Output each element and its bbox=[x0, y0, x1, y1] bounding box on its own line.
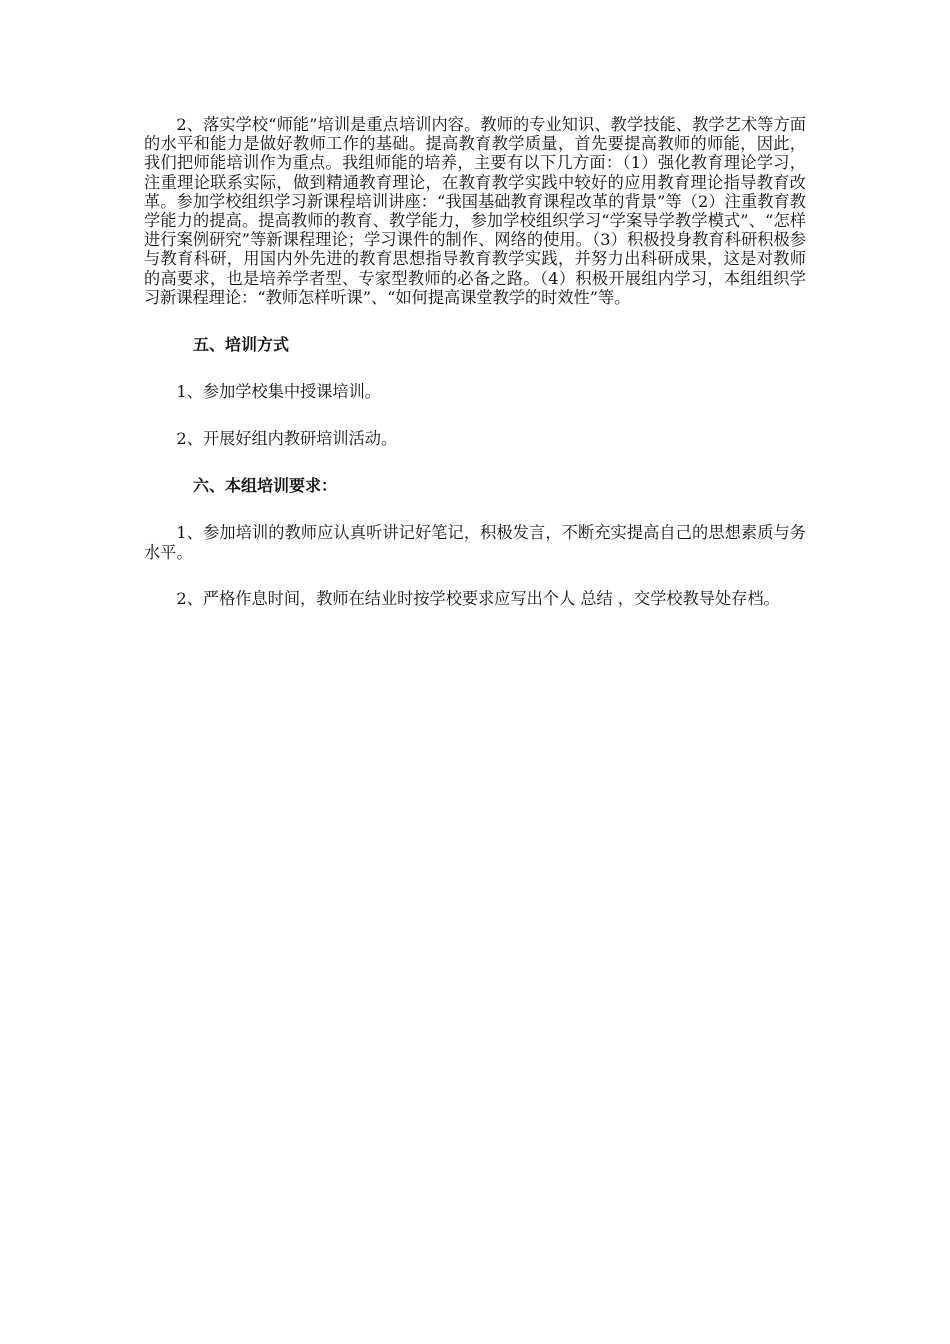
paragraph-teacher-ability-training: 2、落实学校“师能”培训是重点培训内容。教师的专业知识、教学技能、教学艺术等方面的水平和能力是做好教师工作的基础。提高教育教学质量，首先要提高教师的师能，因此，我们把师能培训作为重点。我组师能的培养，主要有以下几方面：（1）强化教育理论学习，注重理论联系实际，做到精通教育理论，在教育教学实践中较好的应用教育理论指导教育改革。参加学校组织学习新课程培训讲座：“我国基础教育课程改革的背景”等（2）注重教育教学能力的提高。提高教师的教育、教学能力，参加学校组织学习“学案导学教学模式”、“怎样进行案例研究”等新课程理论；学习课件的制作、网络的使用。（3）积极投身教育科研积极参与教育科研，用国内外先进的教育思想指导教育教学实践，并努力出科研成果，这是对教师的高要求，也是培养学者型、专家型教师的必备之路。（4）积极开展组内学习，本组组织学习新课程理论：“教师怎样听课”、“如何提高课堂教学的时效性”等。 bbox=[144, 115, 806, 307]
spacer bbox=[144, 448, 806, 476]
document-body bbox=[144, 115, 806, 608]
spacer bbox=[144, 495, 806, 523]
spacer bbox=[144, 354, 806, 382]
list-item-attend-carefully: 1、参加培训的教师应认真听讲记好笔记，积极发言，不断充实提高自己的思想素质与务水平。 bbox=[144, 523, 806, 562]
section-heading-training-requirements: 六、本组培训要求： bbox=[193, 476, 338, 496]
spacer bbox=[144, 307, 806, 335]
spacer bbox=[144, 562, 806, 589]
section-heading-training-methods: 五、培训方式 bbox=[193, 335, 290, 355]
spacer bbox=[144, 401, 806, 429]
list-item-centralized-training: 1、参加学校集中授课培训。 bbox=[176, 382, 381, 402]
list-item-group-research-activity: 2、开展好组内教研培训活动。 bbox=[176, 429, 398, 449]
list-item-write-summary: 2、严格作息时间，教师在结业时按学校要求应写出个人 总结 ，交学校教导处存档。 bbox=[176, 588, 780, 608]
